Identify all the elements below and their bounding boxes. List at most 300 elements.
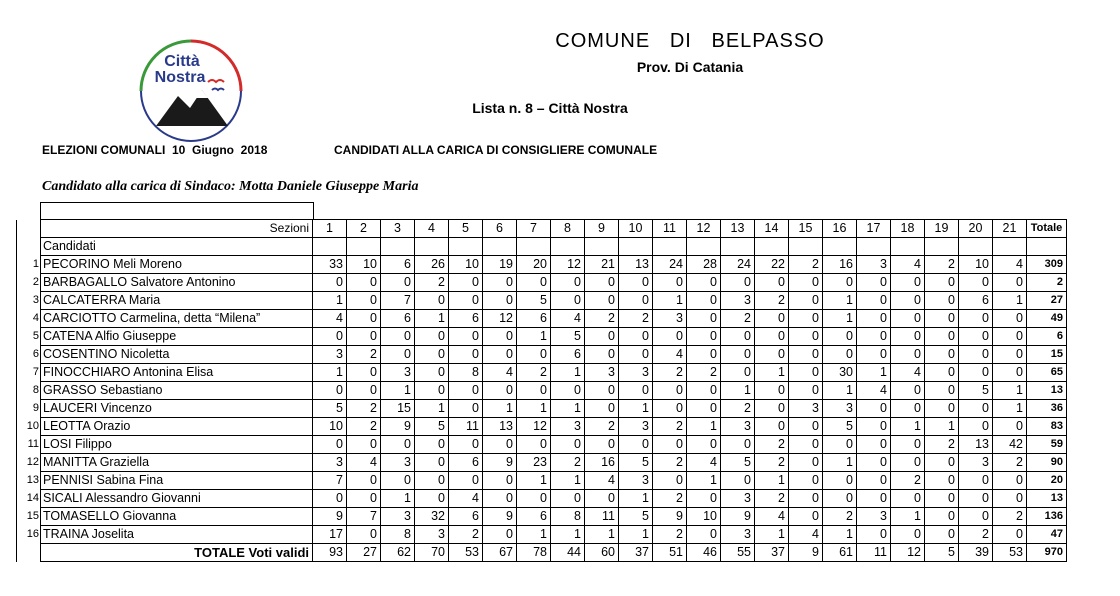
empty-cell — [755, 238, 789, 256]
candidati-index-cell — [17, 238, 41, 256]
vote-cell: 0 — [517, 490, 551, 508]
vote-cell: 4 — [449, 490, 483, 508]
vote-cell: 1 — [517, 526, 551, 544]
vote-cell: 1 — [415, 400, 449, 418]
empty-cell — [619, 238, 653, 256]
vote-cell: 0 — [925, 310, 959, 328]
vote-cell: 12 — [551, 256, 585, 274]
candidate-total: 2 — [1027, 274, 1067, 292]
candidate-total: 49 — [1027, 310, 1067, 328]
vote-cell: 4 — [585, 472, 619, 490]
totals-row — [17, 544, 1067, 562]
votes-table — [16, 219, 1067, 562]
table-row — [17, 364, 1067, 382]
vote-cell: 0 — [551, 436, 585, 454]
vote-cell: 0 — [925, 328, 959, 346]
vote-cell: 24 — [721, 256, 755, 274]
vote-cell: 2 — [823, 508, 857, 526]
vote-cell: 0 — [993, 274, 1027, 292]
vote-cell: 0 — [857, 436, 891, 454]
section-total: 44 — [551, 544, 585, 562]
table-row — [17, 526, 1067, 544]
vote-cell: 0 — [619, 436, 653, 454]
candidate-name: LOSI Filippo — [41, 436, 313, 454]
vote-cell: 1 — [313, 364, 347, 382]
vote-cell: 0 — [789, 472, 823, 490]
vote-cell: 3 — [857, 508, 891, 526]
vote-cell: 0 — [619, 292, 653, 310]
candidate-name: PECORINO Meli Moreno — [41, 256, 313, 274]
vote-cell: 0 — [415, 472, 449, 490]
vote-cell: 0 — [619, 382, 653, 400]
vote-cell: 2 — [653, 454, 687, 472]
vote-cell: 0 — [517, 346, 551, 364]
vote-cell: 6 — [381, 256, 415, 274]
candidate-total: 13 — [1027, 490, 1067, 508]
empty-cell — [857, 238, 891, 256]
vote-cell: 4 — [857, 382, 891, 400]
vote-cell: 0 — [993, 526, 1027, 544]
vote-cell: 0 — [585, 436, 619, 454]
vote-cell: 16 — [585, 454, 619, 472]
vote-cell: 0 — [483, 436, 517, 454]
vote-cell: 0 — [891, 382, 925, 400]
vote-cell: 2 — [551, 454, 585, 472]
vote-cell: 2 — [755, 436, 789, 454]
vote-cell: 0 — [925, 490, 959, 508]
section-number: 10 — [619, 220, 653, 238]
vote-cell: 9 — [653, 508, 687, 526]
vote-cell: 2 — [721, 400, 755, 418]
vote-cell: 0 — [789, 436, 823, 454]
candidate-total: 83 — [1027, 418, 1067, 436]
vote-cell: 2 — [619, 310, 653, 328]
vote-cell: 0 — [993, 346, 1027, 364]
empty-cell — [653, 238, 687, 256]
vote-cell: 0 — [347, 436, 381, 454]
vote-cell: 0 — [517, 436, 551, 454]
vote-cell: 1 — [619, 490, 653, 508]
vote-cell: 0 — [789, 490, 823, 508]
section-number: 12 — [687, 220, 721, 238]
vote-cell: 1 — [823, 310, 857, 328]
vote-cell: 0 — [517, 382, 551, 400]
candidate-name: SICALI Alessandro Giovanni — [41, 490, 313, 508]
vote-cell: 17 — [313, 526, 347, 544]
vote-cell: 2 — [687, 364, 721, 382]
section-number: 21 — [993, 220, 1027, 238]
vote-cell: 0 — [585, 382, 619, 400]
vote-cell: 0 — [959, 346, 993, 364]
vote-cell: 0 — [789, 274, 823, 292]
vote-cell: 0 — [381, 328, 415, 346]
vote-cell: 3 — [585, 364, 619, 382]
vote-cell: 0 — [993, 328, 1027, 346]
vote-cell: 0 — [891, 454, 925, 472]
vote-cell: 0 — [653, 328, 687, 346]
vote-cell: 1 — [755, 526, 789, 544]
sezioni-label: Sezioni — [41, 220, 313, 238]
vote-cell: 3 — [857, 256, 891, 274]
empty-cell — [483, 238, 517, 256]
vote-cell: 0 — [653, 400, 687, 418]
vote-cell: 5 — [619, 454, 653, 472]
vote-cell: 1 — [313, 292, 347, 310]
vote-cell: 1 — [993, 382, 1027, 400]
section-total: 46 — [687, 544, 721, 562]
vote-cell: 1 — [585, 526, 619, 544]
vote-cell: 0 — [347, 274, 381, 292]
vote-cell: 0 — [415, 346, 449, 364]
citta-nostra-logo — [138, 38, 244, 144]
vote-cell: 2 — [959, 526, 993, 544]
vote-cell: 4 — [687, 454, 721, 472]
candidate-total: 36 — [1027, 400, 1067, 418]
vote-cell: 0 — [415, 436, 449, 454]
vote-cell: 0 — [449, 274, 483, 292]
vote-cell: 0 — [483, 274, 517, 292]
page-subtitle: Prov. Di Catania — [636, 59, 744, 75]
vote-cell: 4 — [551, 310, 585, 328]
vote-cell: 1 — [653, 292, 687, 310]
row-index: 15 — [17, 508, 41, 526]
vote-cell: 0 — [755, 310, 789, 328]
vote-cell: 0 — [653, 472, 687, 490]
vote-cell: 3 — [789, 400, 823, 418]
candidati-label: Candidati — [41, 238, 313, 256]
table-row — [17, 400, 1067, 418]
vote-cell: 0 — [415, 292, 449, 310]
table-row — [17, 310, 1067, 328]
vote-cell: 0 — [483, 346, 517, 364]
vote-cell: 6 — [517, 310, 551, 328]
elezioni-label: ELEZIONI COMUNALI 10 Giugno 2018 — [42, 143, 268, 157]
vote-cell: 0 — [687, 274, 721, 292]
vote-cell: 1 — [517, 400, 551, 418]
candidate-name: GRASSO Sebastiano — [41, 382, 313, 400]
vote-cell: 6 — [551, 346, 585, 364]
vote-cell: 0 — [857, 274, 891, 292]
table-row — [17, 346, 1067, 364]
vote-cell: 8 — [381, 526, 415, 544]
vote-cell: 1 — [551, 526, 585, 544]
table-row — [17, 454, 1067, 472]
vote-cell: 0 — [857, 292, 891, 310]
vote-cell: 28 — [687, 256, 721, 274]
empty-cell — [381, 238, 415, 256]
vote-cell: 1 — [551, 400, 585, 418]
vote-cell: 4 — [789, 526, 823, 544]
vote-cell: 0 — [721, 436, 755, 454]
vote-cell: 0 — [789, 364, 823, 382]
logo-emblem-icon — [138, 38, 244, 144]
vote-cell: 1 — [721, 382, 755, 400]
vote-cell: 0 — [449, 382, 483, 400]
empty-cell — [959, 238, 993, 256]
vote-cell: 0 — [415, 364, 449, 382]
candidate-total: 20 — [1027, 472, 1067, 490]
vote-cell: 0 — [823, 328, 857, 346]
vote-cell: 0 — [483, 472, 517, 490]
vote-cell: 3 — [551, 418, 585, 436]
vote-cell: 0 — [721, 346, 755, 364]
row-index: 16 — [17, 526, 41, 544]
row-index: 13 — [17, 472, 41, 490]
vote-cell: 3 — [415, 526, 449, 544]
vote-cell: 1 — [415, 310, 449, 328]
section-total: 11 — [857, 544, 891, 562]
section-number: 16 — [823, 220, 857, 238]
vote-cell: 6 — [381, 310, 415, 328]
section-number: 15 — [789, 220, 823, 238]
vote-cell: 0 — [585, 328, 619, 346]
vote-cell: 3 — [721, 418, 755, 436]
vote-cell: 2 — [347, 418, 381, 436]
vote-cell: 26 — [415, 256, 449, 274]
vote-cell: 2 — [789, 256, 823, 274]
vote-cell: 5 — [619, 508, 653, 526]
vote-cell: 0 — [857, 310, 891, 328]
vote-cell: 3 — [721, 292, 755, 310]
vote-cell: 2 — [653, 490, 687, 508]
vote-cell: 0 — [925, 382, 959, 400]
vote-cell: 2 — [721, 310, 755, 328]
empty-cell — [585, 238, 619, 256]
vote-cell: 0 — [653, 382, 687, 400]
vote-cell: 0 — [755, 274, 789, 292]
vote-cell: 0 — [721, 328, 755, 346]
vote-cell: 0 — [687, 346, 721, 364]
vote-cell: 0 — [551, 490, 585, 508]
vote-cell: 19 — [483, 256, 517, 274]
grand-total: 970 — [1027, 544, 1067, 562]
vote-cell: 5 — [313, 400, 347, 418]
section-number: 9 — [585, 220, 619, 238]
vote-cell: 20 — [517, 256, 551, 274]
vote-cell: 0 — [959, 328, 993, 346]
header-index-cell — [17, 220, 41, 238]
vote-cell: 2 — [755, 454, 789, 472]
vote-cell: 1 — [687, 472, 721, 490]
vote-cell: 2 — [585, 418, 619, 436]
candidate-name: FINOCCHIARO Antonina Elisa — [41, 364, 313, 382]
vote-cell: 0 — [993, 472, 1027, 490]
candidate-total: 309 — [1027, 256, 1067, 274]
vote-cell: 0 — [857, 418, 891, 436]
vote-cell: 1 — [823, 382, 857, 400]
section-total: 53 — [449, 544, 483, 562]
vote-cell: 0 — [415, 328, 449, 346]
vote-cell: 6 — [449, 310, 483, 328]
vote-cell: 0 — [721, 472, 755, 490]
vote-cell: 0 — [925, 472, 959, 490]
vote-cell: 12 — [483, 310, 517, 328]
vote-cell: 4 — [313, 310, 347, 328]
row-index: 9 — [17, 400, 41, 418]
vote-cell: 0 — [687, 328, 721, 346]
candidate-name: CARCIOTTO Carmelina, detta “Milena” — [41, 310, 313, 328]
vote-cell: 0 — [925, 346, 959, 364]
empty-cell — [993, 238, 1027, 256]
vote-cell: 0 — [449, 400, 483, 418]
vote-cell: 0 — [959, 508, 993, 526]
vote-cell: 0 — [449, 292, 483, 310]
candidate-name: CATENA Alfio Giuseppe — [41, 328, 313, 346]
vote-cell: 0 — [687, 382, 721, 400]
vote-cell: 0 — [993, 418, 1027, 436]
vote-cell: 0 — [891, 400, 925, 418]
vote-cell: 0 — [483, 382, 517, 400]
row-index: 5 — [17, 328, 41, 346]
vote-cell: 0 — [925, 364, 959, 382]
vote-cell: 4 — [755, 508, 789, 526]
vote-cell: 21 — [585, 256, 619, 274]
candidate-total: 13 — [1027, 382, 1067, 400]
vote-cell: 3 — [823, 400, 857, 418]
vote-cell: 0 — [857, 346, 891, 364]
empty-cell — [313, 238, 347, 256]
vote-cell: 0 — [925, 508, 959, 526]
section-number: 11 — [653, 220, 687, 238]
vote-cell: 5 — [823, 418, 857, 436]
vote-cell: 0 — [347, 292, 381, 310]
row-index: 14 — [17, 490, 41, 508]
empty-cell — [347, 238, 381, 256]
vote-cell: 1 — [687, 418, 721, 436]
vote-cell: 8 — [449, 364, 483, 382]
candidate-name: TOMASELLO Giovanna — [41, 508, 313, 526]
vote-cell: 4 — [653, 346, 687, 364]
section-number: 4 — [415, 220, 449, 238]
vote-cell: 0 — [449, 346, 483, 364]
vote-cell: 0 — [381, 436, 415, 454]
section-number: 1 — [313, 220, 347, 238]
vote-cell: 3 — [381, 454, 415, 472]
vote-cell: 0 — [585, 274, 619, 292]
vote-cell: 1 — [517, 472, 551, 490]
row-index: 3 — [17, 292, 41, 310]
vote-cell: 9 — [313, 508, 347, 526]
vote-cell: 4 — [347, 454, 381, 472]
vote-cell: 6 — [959, 292, 993, 310]
vote-cell: 0 — [687, 400, 721, 418]
vote-cell: 0 — [381, 274, 415, 292]
vote-cell: 0 — [619, 346, 653, 364]
empty-cell — [449, 238, 483, 256]
vote-cell: 0 — [347, 472, 381, 490]
vote-cell: 2 — [891, 472, 925, 490]
row-index: 6 — [17, 346, 41, 364]
vote-cell: 1 — [925, 418, 959, 436]
vote-cell: 0 — [993, 490, 1027, 508]
totals-index-cell — [17, 544, 41, 562]
vote-cell: 0 — [925, 526, 959, 544]
vote-cell: 0 — [483, 292, 517, 310]
vote-cell: 0 — [687, 436, 721, 454]
vote-cell: 42 — [993, 436, 1027, 454]
section-total: 51 — [653, 544, 687, 562]
vote-cell: 9 — [483, 508, 517, 526]
vote-cell: 0 — [687, 292, 721, 310]
candidate-total: 90 — [1027, 454, 1067, 472]
vote-cell: 13 — [959, 436, 993, 454]
vote-cell: 9 — [721, 508, 755, 526]
vote-cell: 2 — [993, 454, 1027, 472]
vote-cell: 1 — [857, 364, 891, 382]
table-row — [17, 490, 1067, 508]
vote-cell: 0 — [823, 346, 857, 364]
vote-cell: 9 — [483, 454, 517, 472]
vote-cell: 6 — [449, 508, 483, 526]
table-row — [17, 256, 1067, 274]
vote-cell: 1 — [823, 454, 857, 472]
vote-cell: 0 — [687, 310, 721, 328]
candidate-name: COSENTINO Nicoletta — [41, 346, 313, 364]
table-row — [17, 508, 1067, 526]
vote-cell: 0 — [415, 382, 449, 400]
vote-cell: 1 — [517, 328, 551, 346]
vote-cell: 0 — [857, 526, 891, 544]
vote-cell: 10 — [959, 256, 993, 274]
vote-cell: 2 — [653, 364, 687, 382]
row-index: 8 — [17, 382, 41, 400]
section-number: 14 — [755, 220, 789, 238]
vote-cell: 1 — [891, 508, 925, 526]
section-total: 55 — [721, 544, 755, 562]
vote-cell: 1 — [993, 400, 1027, 418]
vote-cell: 0 — [823, 472, 857, 490]
vote-cell: 0 — [653, 436, 687, 454]
vote-cell: 7 — [347, 508, 381, 526]
vote-cell: 0 — [755, 400, 789, 418]
vote-cell: 0 — [755, 382, 789, 400]
vote-cell: 3 — [619, 364, 653, 382]
vote-cell: 0 — [313, 436, 347, 454]
vote-cell: 24 — [653, 256, 687, 274]
vote-cell: 0 — [789, 346, 823, 364]
vote-cell: 4 — [993, 256, 1027, 274]
vote-cell: 2 — [653, 418, 687, 436]
vote-cell: 0 — [721, 364, 755, 382]
vote-cell: 1 — [993, 292, 1027, 310]
vote-cell: 3 — [381, 508, 415, 526]
vote-cell: 0 — [313, 328, 347, 346]
vote-cell: 0 — [891, 328, 925, 346]
vote-cell: 0 — [415, 490, 449, 508]
vote-cell: 0 — [857, 472, 891, 490]
vote-cell: 0 — [449, 328, 483, 346]
empty-cell — [687, 238, 721, 256]
vote-cell: 0 — [891, 436, 925, 454]
vote-cell: 6 — [517, 508, 551, 526]
vote-cell: 0 — [959, 364, 993, 382]
candidate-total: 15 — [1027, 346, 1067, 364]
section-number: 13 — [721, 220, 755, 238]
candidati-row — [17, 238, 1067, 256]
vote-cell: 2 — [347, 400, 381, 418]
logo-text-line1: Città — [164, 53, 200, 70]
row-index: 12 — [17, 454, 41, 472]
vote-cell: 0 — [823, 490, 857, 508]
vote-cell: 0 — [925, 274, 959, 292]
row-index: 7 — [17, 364, 41, 382]
candidate-name: PENNISI Sabina Fina — [41, 472, 313, 490]
vote-cell: 0 — [347, 310, 381, 328]
vote-cell: 10 — [449, 256, 483, 274]
vote-cell: 3 — [653, 310, 687, 328]
vote-cell: 0 — [789, 418, 823, 436]
vote-cell: 0 — [755, 418, 789, 436]
